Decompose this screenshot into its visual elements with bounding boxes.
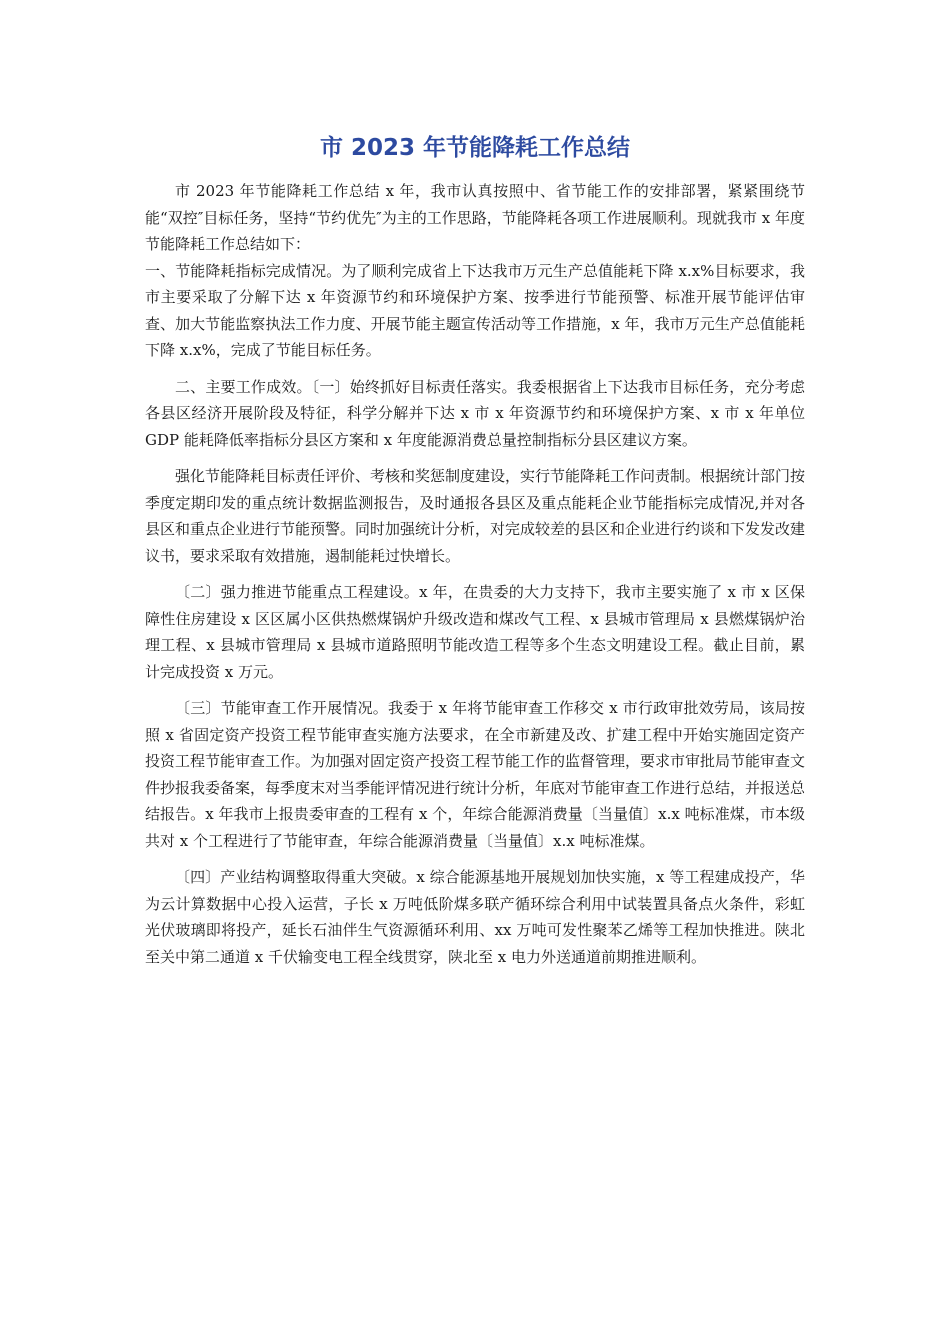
document-title: 市 2023 年节能降耗工作总结 <box>319 135 631 161</box>
paragraph-energy-review: 〔三〕节能审查工作开展情况。我委于 x 年将节能审查工作移交 x 市行政审批效劳局，该局按照 x 省固定资产投资工程节能审查实施方法要求，在全市新建及改、扩建工程中开始实施固定资产投资工程节能审查工作。为加强对固定资产投资工程节能工作的监督管理，要求市审批局节能审查文件抄报我委备案，每季度末对当季能评情况进行统计分析，年底对节能审查工作进行总结，并报送总结报告。x 年我市上报贵委审查的工程有 x 个，年综合能源消费量〔当量值〕x.x 吨标准煤，市本级共对 x 个工程进行了节能审查，年综合能源消费量〔当量值〕x.x 吨标准煤。 <box>145 699 806 850</box>
document-body <box>145 178 805 970</box>
paragraph-responsibility: 强化节能降耗目标责任评价、考核和奖惩制度建设，实行节能降耗工作问责制。根据统计部门按季度定期印发的重点统计数据监测报告，及时通报各县区及重点能耗企业节能指标完成情况,并对各县区和重点企业进行节能预警。同时加强统计分析，对完成较差的县区和企业进行约谈和下发发改建议书，要求采取有效措施，遏制能耗过快增长。 <box>145 467 806 565</box>
paragraph-intro: 市 2023 年节能降耗工作总结 x 年，我市认真按照中、省节能工作的安排部署，紧紧围绕节能“双控″目标任务，坚持“节约优先″为主的工作思路，节能降耗各项工作进展顺利。现就我市 x 年度节能降耗工作总结如下： <box>145 182 805 253</box>
paragraph-industrial-structure: 〔四〕产业结构调整取得重大突破。x 综合能源基地开展规划加快实施，x 等工程建成投产，华为云计算数据中心投入运营，子长 x 万吨低阶煤多联产循环综合利用中试装置具备点火条件，彩虹光伏玻璃即将投产，延长石油伴生气资源循环利用、xx 万吨可发性聚苯乙烯等工程加快推进。陕北至关中第二通道 x 千伏输变电工程全线贯穿，陕北至 x 电力外送通道前期推进顺利。 <box>145 868 805 966</box>
paragraph-section-2: 二、主要工作成效。〔一〕始终抓好目标责任落实。我委根据省上下达我市目标任务，充分考虑各县区经济开展阶段及特征，科学分解并下达 x 市 x 年资源节约和环境保护方案、x 市 x 年单位 GDP 能耗降低率指标分县区方案和 x 年度能源消费总量控制指标分县区建议方案。 <box>145 377 805 449</box>
paragraph-key-projects: 〔二〕强力推进节能重点工程建设。x 年，在贵委的大力支持下，我市主要实施了 x 市 x 区保障性住房建设 x 区区属小区供热燃煤锅炉升级改造和煤改气工程、x 县城市管理局 x 县燃煤锅炉治理工程、x 县城市管理局 x 县城市道路照明节能改造工程等多个生态文明建设工程。截止目前，累计完成投资 x 万元。 <box>145 583 805 681</box>
paragraph-section-1: 一、节能降耗指标完成情况。为了顺利完成省上下达我市万元生产总值能耗下降 x.x%目标要求，我市主要采取了分解下达 x 年资源节约和环境保护方案、按季进行节能预警、标准开展节能评估审查、加大节能监察执法工作力度、开展节能主题宣传活动等工作措施，x 年，我市万元生产总值能耗下降 x.x%，完成了节能目标任务。 <box>145 261 805 359</box>
